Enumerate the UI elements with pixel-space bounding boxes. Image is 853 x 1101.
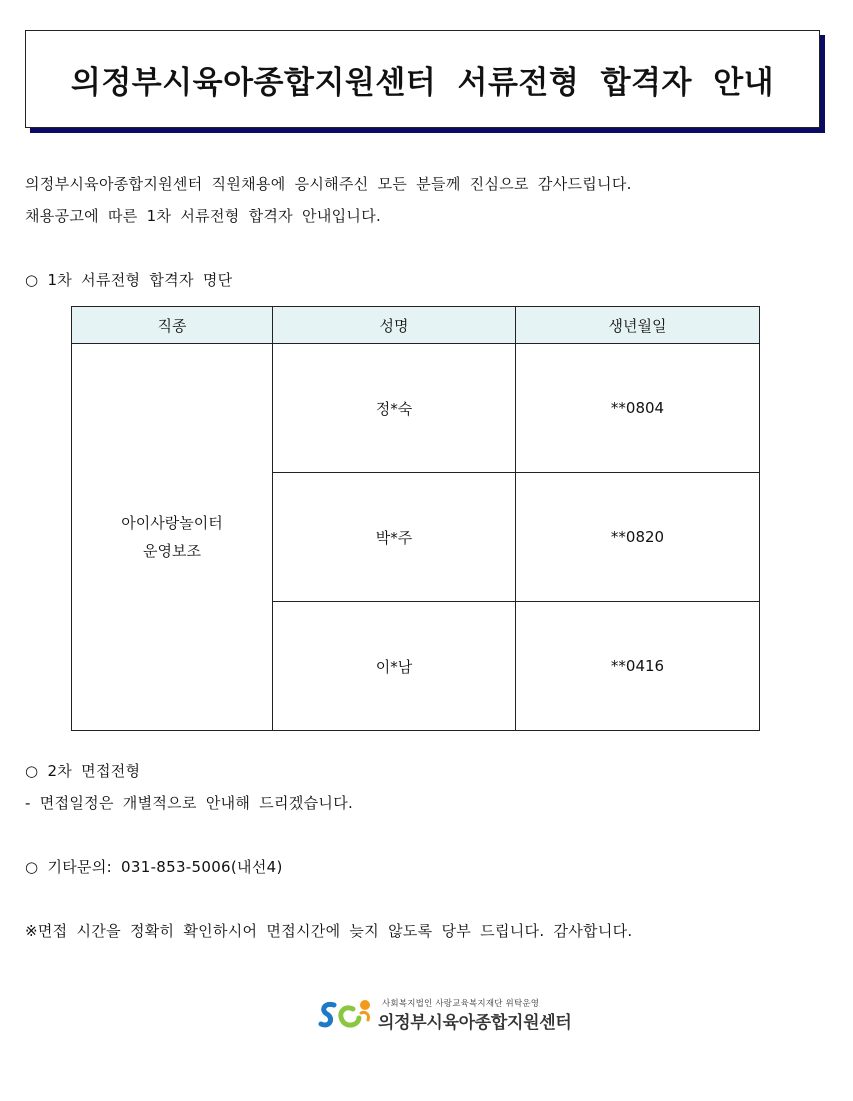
table-header-row — [72, 307, 760, 344]
intro-line-2: 채용공고에 따른 1차 서류전형 합격자 안내입니다. — [25, 207, 382, 225]
name-cell: 정*숙 — [273, 344, 516, 473]
title-banner — [25, 30, 825, 133]
job-cell — [72, 344, 273, 731]
passer-table — [71, 306, 760, 731]
section-heading-document-screening: ○ 1차 서류전형 합격자 명단 — [25, 271, 233, 289]
birth-cell: **0820 — [516, 473, 760, 602]
intro-line-1: 의정부시육아종합지원센터 직원채용에 응시해주신 모든 분들께 진심으로 감사드립니다. — [25, 175, 632, 193]
logo-name: 의정부시육아종합지원센터 — [378, 1013, 572, 1033]
page-title: 의정부시육아종합지원센터 서류전형 합격자 안내 — [70, 64, 775, 101]
header-name: 성명 — [273, 307, 516, 344]
birth-cell: **0804 — [516, 344, 760, 473]
section-heading-interview: ○ 2차 면접전형 — [25, 762, 141, 780]
interview-note: - 면접일정은 개별적으로 안내해 드리겠습니다. — [25, 794, 354, 812]
logo-mark-icon — [318, 996, 378, 1034]
name-cell: 이*남 — [273, 602, 516, 731]
contact-info: ○ 기타문의: 031-853-5006(내선4) — [25, 858, 283, 876]
birth-cell: **0416 — [516, 602, 760, 731]
job-line-1: 아이사랑놀이터 — [121, 514, 223, 532]
closing-notice: ※면접 시간을 정확히 확인하시어 면접시간에 늦지 않도록 당부 드립니다. 감사합니다. — [25, 922, 633, 940]
organization-logo — [318, 996, 588, 1034]
name-cell: 박*주 — [273, 473, 516, 602]
title-box — [25, 30, 820, 128]
header-job: 직종 — [72, 307, 273, 344]
header-birthdate: 생년월일 — [516, 307, 760, 344]
job-line-2: 운영보조 — [143, 542, 201, 560]
logo-subtitle: 사회복지법인 사랑교육복지재단 위탁운영 — [382, 999, 540, 1009]
table-row — [72, 344, 760, 473]
